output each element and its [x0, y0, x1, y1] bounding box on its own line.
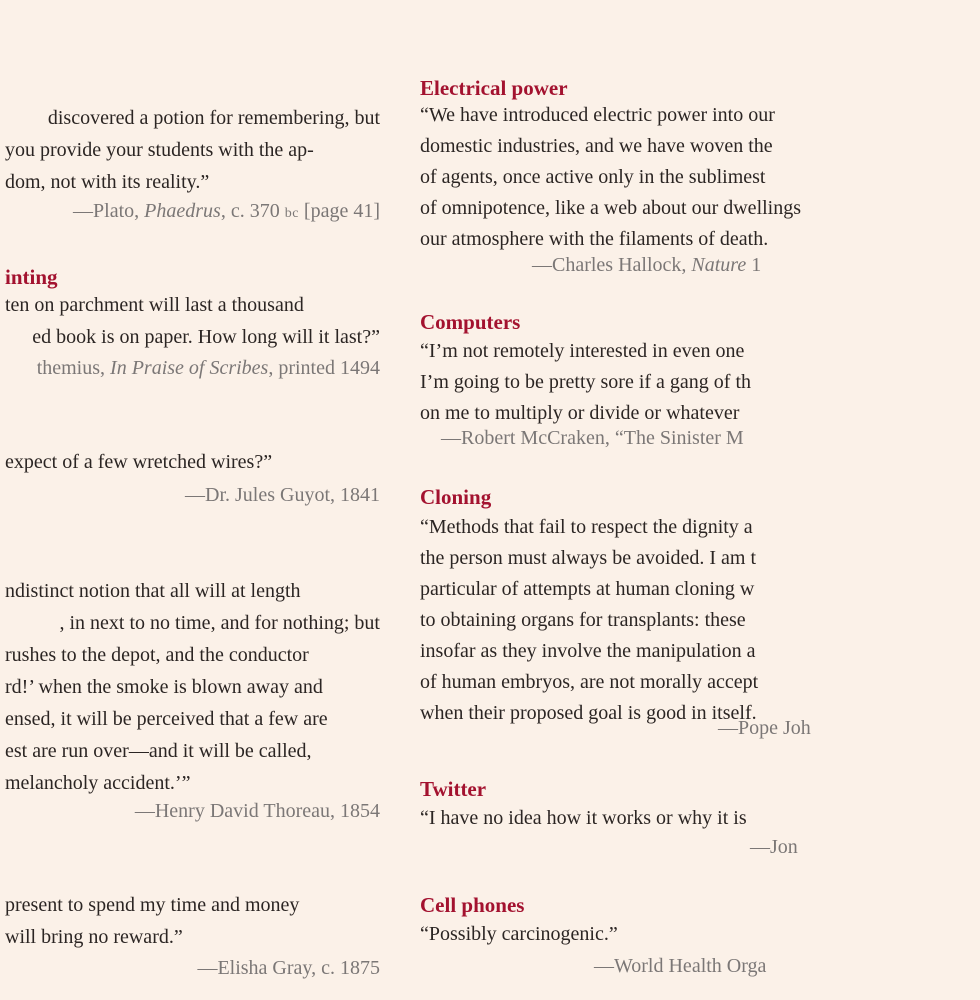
quote-line: the person must always be avoided. I am t: [420, 547, 757, 569]
quote-line: dom, not with its reality.”: [5, 171, 210, 193]
section-heading-cloning: Cloning: [420, 485, 492, 509]
section-heading-electrical-power: Electrical power: [420, 76, 568, 100]
quote-attribution: —World Health Orga: [594, 955, 767, 977]
quote-line: “I’m not remotely interested in even one: [420, 340, 745, 362]
quote-line: “Possibly carcinogenic.”: [420, 923, 618, 945]
quote-line: rushes to the depot, and the conductor: [5, 644, 309, 666]
quote-line: melancholy accident.’”: [5, 772, 191, 794]
quote-line: , in next to no time, and for nothing; but: [59, 612, 380, 634]
quote-line: est are run over—and it will be called,: [5, 740, 312, 762]
quote-line: when their proposed goal is good in itself.: [420, 702, 757, 724]
quote-line: ed book is on paper. How long will it last?”: [32, 326, 380, 348]
quote-line: discovered a potion for remembering, but: [47, 107, 380, 129]
quote-attribution: —Jon: [750, 836, 798, 858]
section-heading-cell-phones: Cell phones: [420, 893, 525, 917]
quote-attribution: —Robert McCraken, “The Sinister M: [441, 427, 744, 449]
quote-attribution: themius, In Praise of Scribes, printed 1494: [36, 357, 380, 379]
quote-line: ensed, it will be perceived that a few are: [5, 708, 328, 730]
section-heading-computers: Computers: [420, 310, 521, 334]
quote-line: our atmosphere with the filaments of death.: [420, 228, 769, 250]
quote-line: “I have no idea how it works or why it is: [420, 807, 747, 829]
quote-line: expect of a few wretched wires?”: [5, 451, 273, 473]
quote-attribution: —Elisha Gray, c. 1875: [197, 957, 380, 979]
quote-line: you provide your students with the ap-: [5, 139, 314, 161]
quote-line: “Methods that fail to respect the dignity a: [420, 516, 753, 538]
quote-line: rd!’ when the smoke is blown away and: [5, 676, 323, 698]
quote-line: present to spend my time and money: [5, 894, 300, 916]
section-heading-printing: inting: [5, 265, 58, 289]
quote-line: of agents, once active only in the sublimest: [420, 166, 766, 188]
quote-attribution: —Plato, Phaedrus, c. 370 bc [page 41]: [73, 200, 380, 222]
quote-line: of human embryos, are not morally accept: [420, 671, 759, 693]
quote-line: will bring no reward.”: [5, 926, 183, 948]
quote-attribution: —Henry David Thoreau, 1854: [134, 800, 380, 822]
quote-line: particular of attempts at human cloning w: [420, 578, 755, 600]
quote-line: of omnipotence, like a web about our dwellings: [420, 197, 802, 219]
quote-line: on me to multiply or divide or whatever: [420, 402, 740, 424]
quote-line: I’m going to be pretty sore if a gang of th: [420, 371, 752, 393]
quote-attribution: —Charles Hallock, Nature 1: [532, 254, 762, 276]
quote-line: domestic industries, and we have woven the: [420, 135, 773, 157]
quote-line: insofar as they involve the manipulation a: [420, 640, 756, 662]
quote-line: to obtaining organs for transplants: these: [420, 609, 746, 631]
quote-attribution: —Dr. Jules Guyot, 1841: [185, 484, 380, 506]
quote-attribution: —Pope Joh: [718, 717, 811, 739]
quote-line: ten on parchment will last a thousand: [5, 294, 304, 316]
quote-line: “We have introduced electric power into our: [420, 104, 775, 126]
quote-line: ndistinct notion that all will at length: [5, 580, 301, 602]
section-heading-twitter: Twitter: [420, 777, 487, 801]
